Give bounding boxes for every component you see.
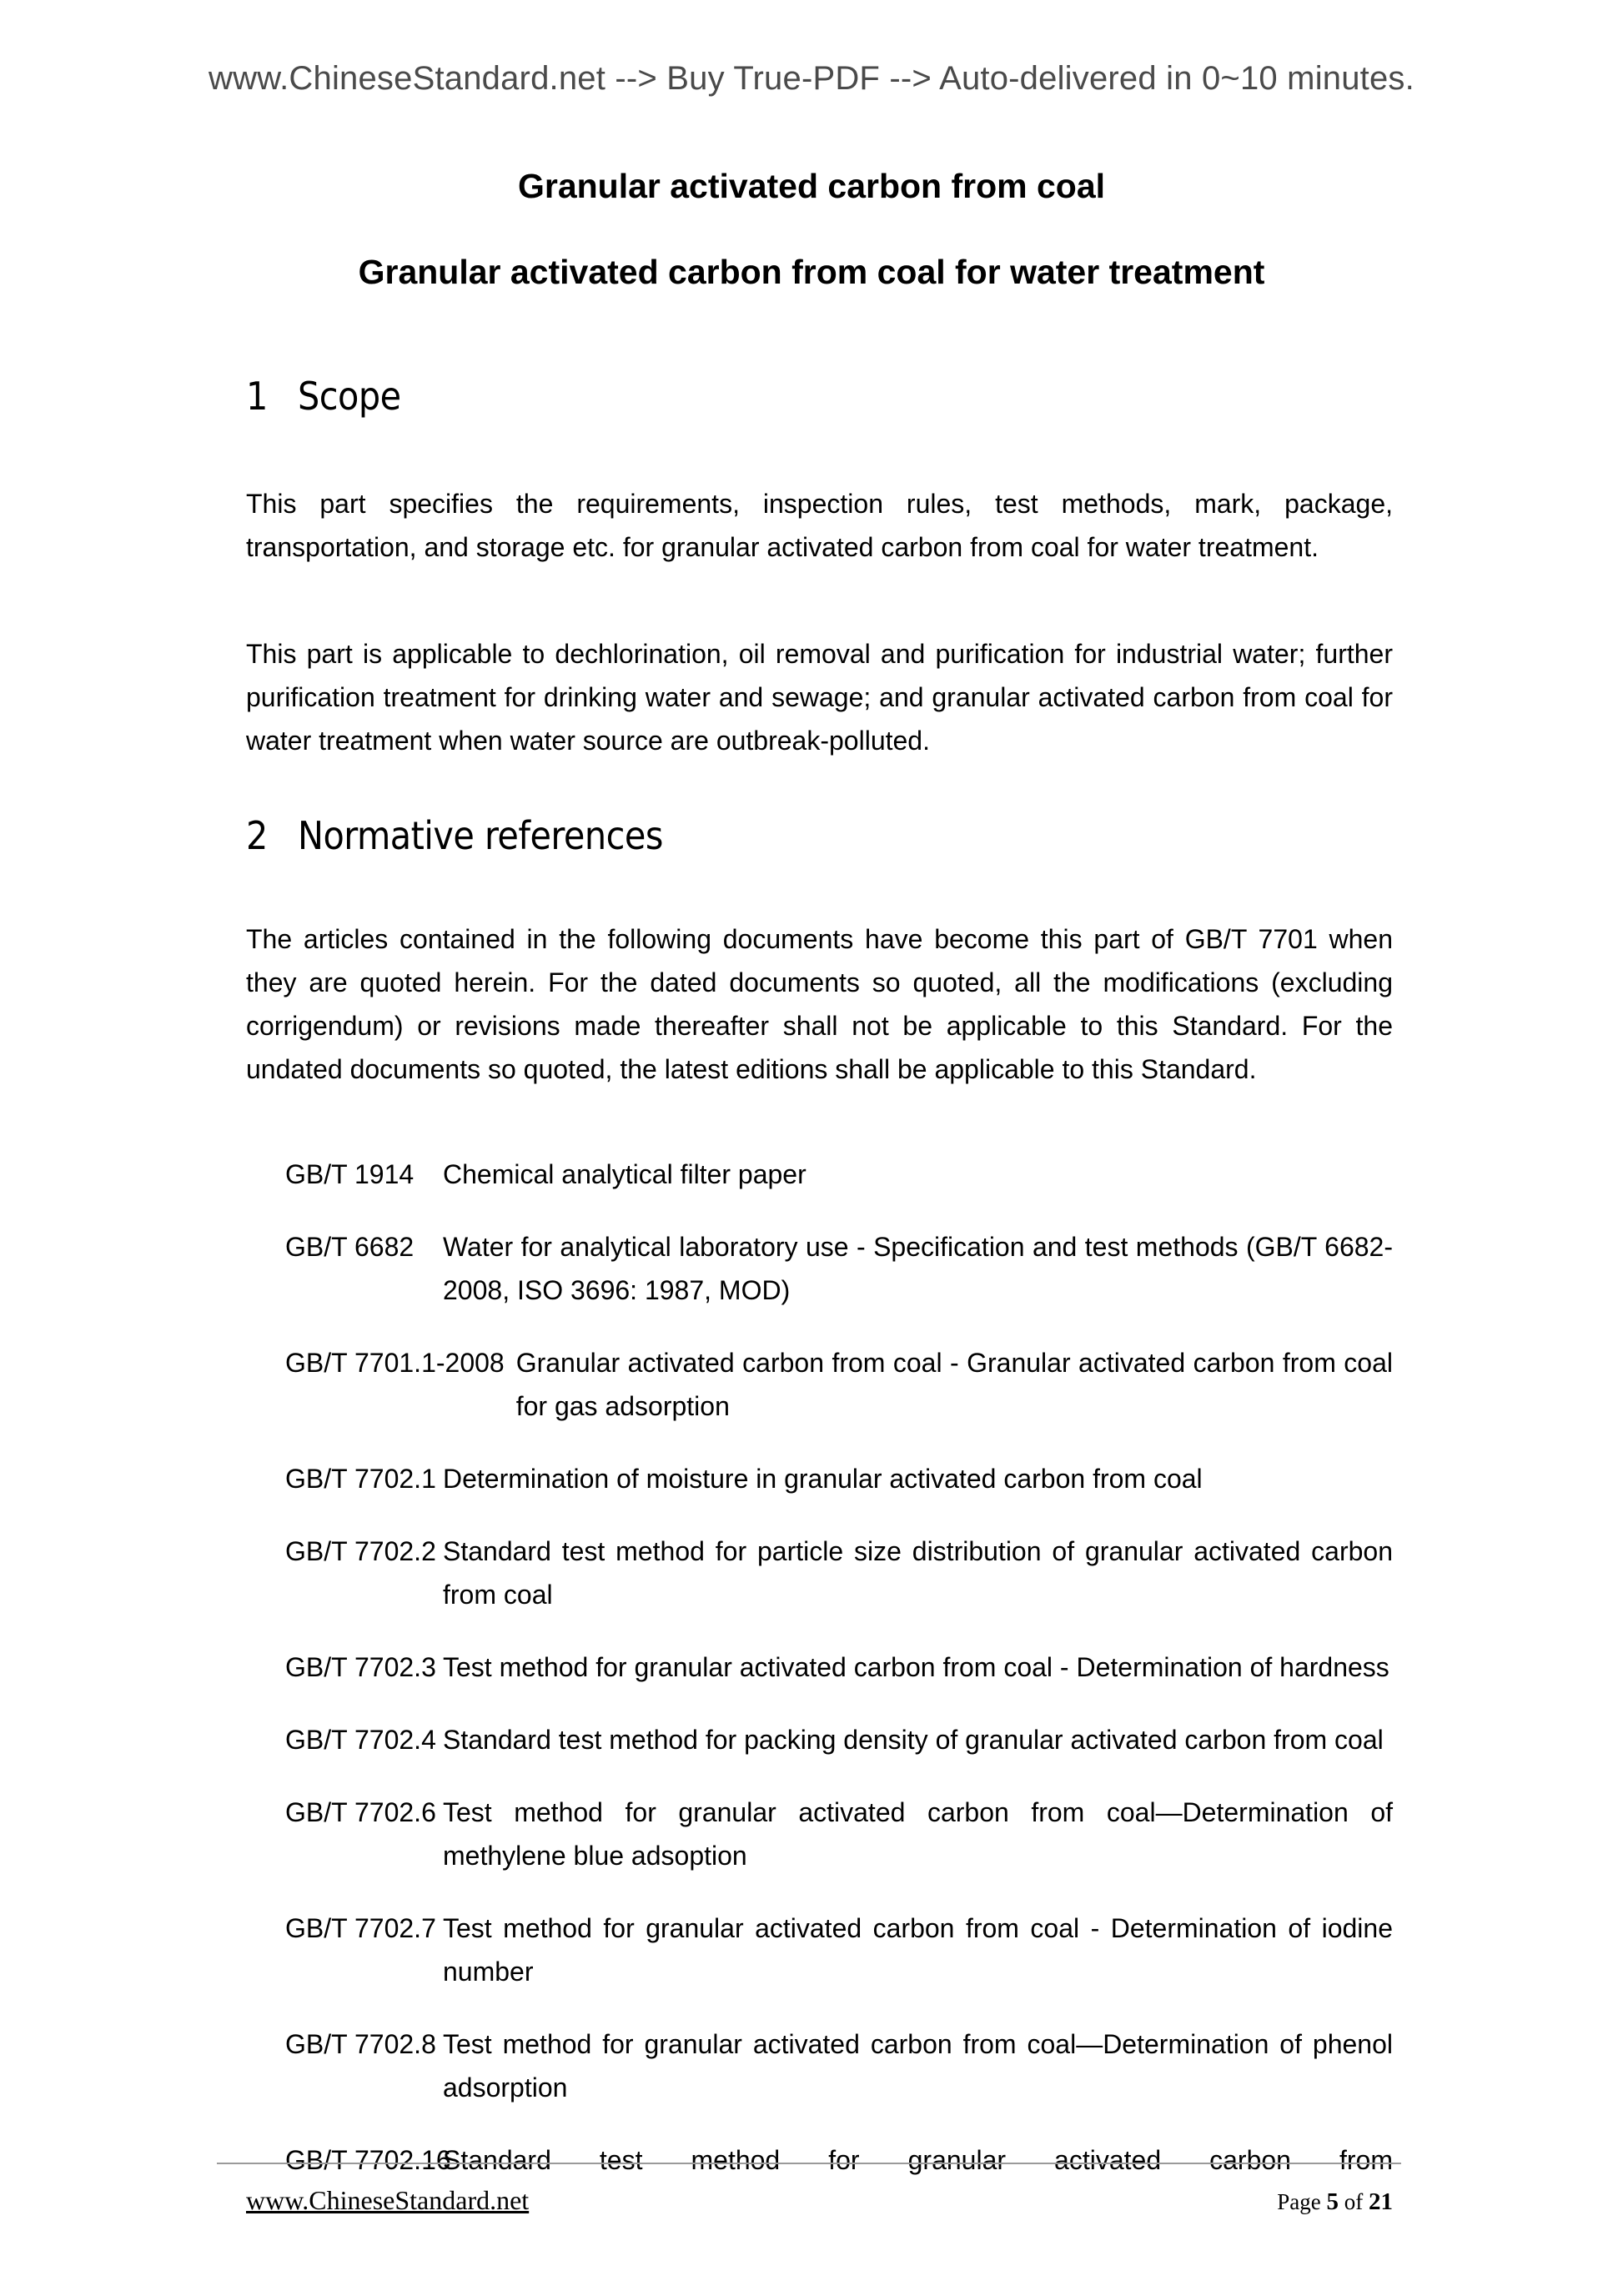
reference-description: Chemical analytical filter paper bbox=[443, 1159, 806, 1189]
reference-code: GB/T 7701.1-2008 bbox=[285, 1348, 505, 1378]
scope-paragraph-2: This part is applicable to dechlorination, oil removal and purification for industrial water; further purification treatment for drinking water and sewage; and granular activated carbon from coal for water treatment when water source are outbreak-polluted. bbox=[246, 639, 1393, 756]
section-number: 1 bbox=[246, 374, 268, 419]
reference-code: GB/T 7702.3 bbox=[285, 1652, 436, 1682]
reference-description: Granular activated carbon from coal - Granular activated carbon from coal for gas adsorption bbox=[515, 1348, 1393, 1421]
reference-list bbox=[246, 1153, 1393, 2225]
footer-page-total: 21 bbox=[1369, 2188, 1393, 2215]
reference-code: GB/T 7702.7 bbox=[285, 1913, 436, 1943]
promo-header-text: www.ChineseStandard.net --> Buy True-PDF --> Auto-delivered in 0~10 minutes. bbox=[209, 60, 1414, 97]
page-footer bbox=[246, 2185, 1393, 2216]
reference-item bbox=[246, 1530, 1393, 1616]
normative-paragraph-1-wrap bbox=[246, 917, 1393, 1091]
normative-paragraph-1: The articles contained in the following documents have become this part of GB/T 7701 when they are quoted herein. For the dated documents so quoted, all the modifications (excluding corrigendum) or revisions made thereafter shall not be applicable to this Standard. For the undated documents so quoted, the latest editions shall be applicable to this Standard. bbox=[246, 924, 1393, 1084]
section-heading-scope bbox=[246, 374, 1393, 419]
reference-description: Test method for granular activated carbon from coal - Determination of hardness bbox=[443, 1652, 1389, 1682]
reference-code: GB/T 7702.8 bbox=[285, 2029, 436, 2059]
footer-page-prefix: Page bbox=[1277, 2189, 1321, 2214]
footer-url-link[interactable]: www.ChineseStandard.net bbox=[246, 2185, 530, 2215]
section-normative-references bbox=[246, 813, 1393, 858]
footer-page-indicator bbox=[1277, 2188, 1393, 2216]
reference-item bbox=[246, 1457, 1393, 1500]
footer-page-number: 5 bbox=[1326, 2188, 1339, 2215]
footer-divider bbox=[217, 2163, 1401, 2164]
reference-code: GB/T 7702.6 bbox=[285, 1797, 436, 1827]
section-scope bbox=[246, 374, 1393, 419]
reference-item bbox=[246, 1341, 1393, 1428]
document-title-sub: Granular activated carbon from coal for water treatment bbox=[358, 253, 1265, 291]
reference-list-wrap bbox=[246, 1153, 1393, 2254]
reference-item bbox=[246, 1718, 1393, 1761]
reference-code: GB/T 6682 bbox=[285, 1232, 415, 1262]
scope-paragraph-1: This part specifies the requirements, inspection rules, test methods, mark, package, transportation, and storage etc. for granular activated carbon from coal for water treatment. bbox=[246, 489, 1393, 562]
reference-item bbox=[246, 1907, 1393, 1993]
reference-description: Test method for granular activated carbon from coal—Determination of phenol adsorption bbox=[443, 2029, 1393, 2103]
section-number: 2 bbox=[246, 813, 268, 858]
reference-description: Water for analytical laboratory use - Specification and test methods (GB/T 6682-2008, ISO 3696: 1987, MOD) bbox=[443, 1232, 1393, 1305]
scope-paragraph-1-wrap bbox=[246, 482, 1393, 569]
section-title: Normative references bbox=[298, 813, 663, 858]
reference-item bbox=[246, 1791, 1393, 1877]
reference-item bbox=[246, 1153, 1393, 1196]
reference-item bbox=[246, 1645, 1393, 1689]
reference-description: Determination of moisture in granular activated carbon from coal bbox=[443, 1464, 1203, 1494]
reference-code: GB/T 7702.16 bbox=[285, 2145, 451, 2175]
section-title: Scope bbox=[298, 374, 401, 419]
reference-item bbox=[246, 1225, 1393, 1312]
reference-code: GB/T 1914 bbox=[285, 1159, 415, 1189]
reference-description: Standard test method for particle size distribution of granular activated carbon from coal bbox=[443, 1536, 1393, 1610]
section-heading-normative-references bbox=[246, 813, 1393, 858]
reference-description: Test method for granular activated carbon from coal - Determination of iodine number bbox=[443, 1913, 1393, 1987]
reference-description: Standard test method for packing density of granular activated carbon from coal bbox=[443, 1725, 1384, 1755]
reference-code: GB/T 7702.1 bbox=[285, 1464, 436, 1494]
reference-description: Test method for granular activated carbon from coal—Determination of methylene blue adsoption bbox=[443, 1797, 1393, 1871]
reference-code: GB/T 7702.2 bbox=[285, 1536, 436, 1566]
document-title-main: Granular activated carbon from coal bbox=[517, 167, 1106, 205]
reference-item bbox=[246, 2022, 1393, 2109]
reference-description: Standard test method for granular activated carbon from bbox=[443, 2145, 1393, 2175]
scope-paragraph-2-wrap bbox=[246, 632, 1393, 762]
reference-code: GB/T 7702.4 bbox=[285, 1725, 436, 1755]
footer-page-of: of bbox=[1344, 2189, 1364, 2214]
